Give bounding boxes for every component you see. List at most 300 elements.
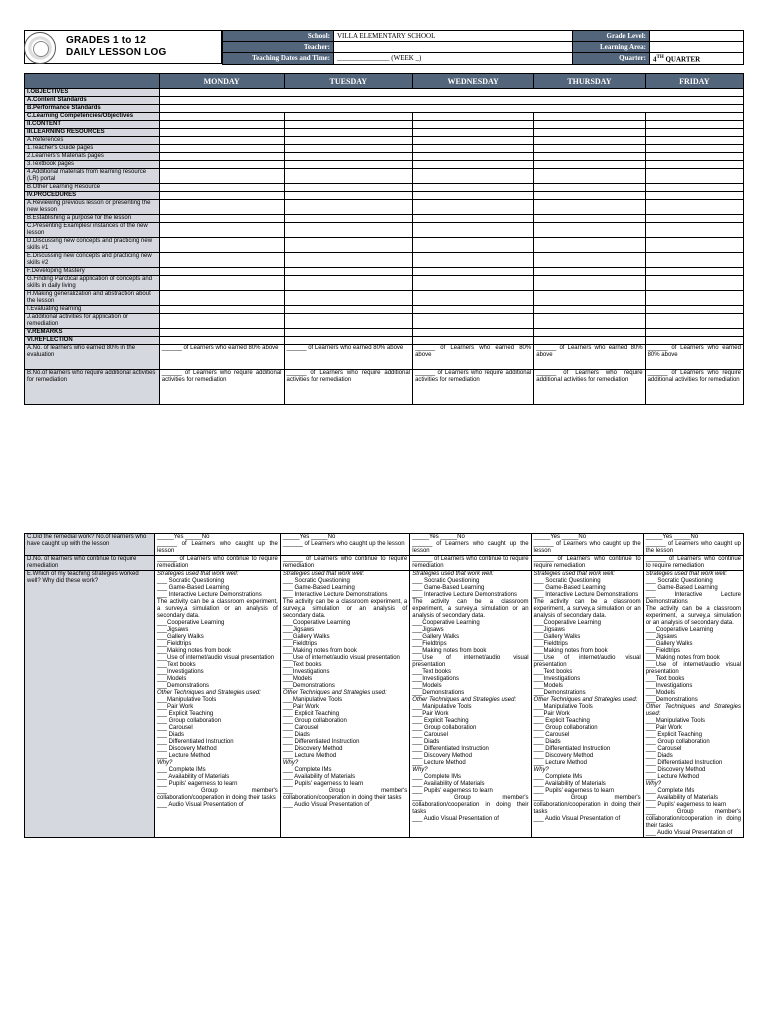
strategy-item: ___Jigsaws: [645, 634, 678, 640]
reflection-cell[interactable]: [643, 556, 743, 571]
table-row: [25, 184, 744, 192]
row-cell[interactable]: [284, 184, 413, 192]
row-cell[interactable]: [413, 314, 534, 329]
why-heading: Why?: [156, 760, 173, 766]
row-cell[interactable]: [534, 238, 645, 253]
row-cell[interactable]: [413, 153, 534, 161]
row-cell[interactable]: [413, 268, 534, 276]
strategy-item: ___Gallery Walks: [156, 634, 204, 640]
strategy-item: ___ Explicit Teaching: [412, 718, 469, 724]
strategy-item: ___Fieldtrips: [412, 641, 447, 647]
row-cell[interactable]: [284, 291, 413, 306]
row-label: VI.REFLECTION: [25, 337, 160, 345]
strategy-item: ___Gallery Walks: [412, 634, 460, 640]
other-strategies-heading: Other Techniques and Strategies used:: [412, 697, 517, 703]
strategy-item: ___Models: [645, 690, 676, 696]
row-cell[interactable]: [645, 169, 743, 184]
row-cell[interactable]: [159, 89, 743, 97]
row-cell[interactable]: [413, 145, 534, 153]
strategy-item: The activity can be a classroom experiment, a survey,a simulation or an analysis of secondary data.: [645, 606, 741, 626]
why-heading: Why?: [533, 767, 549, 773]
row-label: V.REMARKS: [25, 329, 160, 337]
strategy-item: ___Demonstrations: [533, 690, 586, 696]
row-cell[interactable]: [159, 276, 284, 291]
row-cell[interactable]: [159, 184, 284, 192]
strategy-item: ___ Discovery Method: [412, 753, 472, 759]
strategy-item: ___ Interactive Lecture Demonstrations: [156, 592, 262, 598]
row-cell[interactable]: [534, 184, 645, 192]
strategy-item: ___ Group collaboration: [533, 725, 598, 731]
row-cell[interactable]: [413, 253, 534, 268]
row-cell[interactable]: [645, 184, 743, 192]
row-cell[interactable]: [534, 329, 645, 337]
table-row: [25, 153, 744, 161]
strategy-item: ___ Discovery Method: [645, 767, 706, 773]
strategy-item: ___ Socratic Questioning: [412, 578, 480, 584]
reflection-cell[interactable]: [410, 534, 531, 556]
reflection-cell[interactable]: [280, 534, 409, 556]
row-label: IV.PROCEDURES: [25, 192, 160, 200]
strategy-item: ___Fieldtrips: [645, 648, 681, 654]
table-row: [25, 337, 744, 345]
strategy-item: ___ Lecture Method: [282, 753, 337, 759]
lesson-log-table: [24, 73, 744, 405]
strategy-item: ___Demonstrations: [156, 683, 210, 689]
row-cell[interactable]: [284, 215, 413, 223]
row-cell[interactable]: [645, 276, 743, 291]
reflection-cell[interactable]: [154, 534, 280, 556]
reason-item: ___ Complete IMs: [282, 767, 332, 773]
row-label: C.Presenting Examples/ instances of the new lesson: [25, 223, 160, 238]
strategy-item: ___Investigations: [533, 676, 581, 682]
strategy-item: ___Models: [282, 676, 313, 682]
row-cell[interactable]: [159, 329, 284, 337]
row-cell[interactable]: [534, 314, 645, 329]
row-cell[interactable]: [534, 137, 645, 145]
strategy-item: ___Text books: [282, 662, 322, 668]
row-cell[interactable]: [413, 200, 534, 215]
strategy-item: ___Manipulative Tools: [156, 697, 217, 703]
reason-item: ___ Complete IMs: [156, 767, 206, 773]
cell-line: _____Yes _____No: [533, 534, 587, 540]
strategy-item: ___ Discovery Method: [156, 746, 217, 752]
row-cell[interactable]: [534, 145, 645, 153]
row-label: A.References: [25, 137, 160, 145]
row-label: D.No. of learners who continue to require remediation: [25, 556, 155, 571]
strategy-item: ___ Lecture Method: [412, 760, 466, 766]
strategy-item: ___Text books: [412, 669, 451, 675]
row-cell[interactable]: [534, 200, 645, 215]
row-cell[interactable]: [645, 306, 743, 314]
strategy-item: ___Making notes from book: [412, 648, 487, 654]
reason-item: ___ Availability of Materials: [533, 781, 606, 787]
row-cell[interactable]: [413, 337, 534, 345]
row-cell[interactable]: [159, 105, 743, 113]
reflection-cell[interactable]: ______ of Learners who earned 80% above: [284, 345, 413, 370]
reflection-cell[interactable]: ______ of Learners who require additional activities for remediation: [159, 370, 284, 405]
row-cell[interactable]: [645, 192, 743, 200]
reflection-cell[interactable]: ______ of Learners who require additional activities for remediation: [534, 370, 645, 405]
strategy-item: ___ Game-Based Learning: [412, 585, 485, 591]
row-cell[interactable]: [413, 329, 534, 337]
reflection-cell[interactable]: [531, 534, 643, 556]
reason-item: ___ Group member's collaboration/cooperation in doing their tasks: [533, 795, 641, 815]
row-cell[interactable]: [413, 192, 534, 200]
reason-item: ___ Audio Visual Presentation of: [156, 802, 244, 808]
cell-line: ______ of Learners who caught up the lesson: [412, 541, 529, 554]
reflection-cell[interactable]: [531, 556, 643, 571]
row-cell[interactable]: [159, 337, 284, 345]
row-cell[interactable]: [284, 113, 413, 121]
strategy-item: ___Investigations: [645, 683, 693, 689]
table-row: [25, 89, 744, 97]
strategy-item: ___Pair Work: [533, 711, 570, 717]
cell-line: ______ of Learners who continue to require remediation: [412, 556, 529, 569]
row-cell[interactable]: [645, 268, 743, 276]
row-cell[interactable]: [159, 169, 284, 184]
strategies-heading: Strategies used that work well:: [533, 571, 615, 577]
row-cell[interactable]: [413, 161, 534, 169]
corner-cell: [25, 74, 160, 89]
row-cell[interactable]: [413, 215, 534, 223]
other-strategies-heading: Other Techniques and Strategies used:: [533, 697, 638, 703]
school-label: School:: [223, 31, 334, 42]
strategies-row: [25, 571, 744, 838]
reflection-cell[interactable]: ______ of Learners who require additional activities for remediation: [284, 370, 413, 405]
row-cell[interactable]: [645, 314, 743, 329]
row-cell[interactable]: [159, 268, 284, 276]
quarter-label: Quarter:: [573, 53, 650, 65]
strategy-item: ___Making notes from book: [156, 648, 232, 654]
table-row: [25, 192, 744, 200]
row-cell[interactable]: [159, 161, 284, 169]
form-title-line2: DAILY LESSON LOG: [66, 47, 167, 58]
reflection-cell[interactable]: [410, 556, 531, 571]
strategy-item: ___Jigsaws: [533, 627, 565, 633]
cell-line: ______ of Learners who caught up the lesson: [156, 541, 278, 554]
strategy-item: ___Cooperative Learning: [156, 620, 225, 626]
remedial-row: [25, 534, 744, 556]
teacher-value: [334, 42, 573, 53]
strategy-item: ___Models: [412, 683, 442, 689]
reflection-cell[interactable]: ______ of Learners who earned 80% above: [534, 345, 645, 370]
strategies-cell[interactable]: [280, 571, 409, 838]
row-cell[interactable]: [413, 223, 534, 238]
strategy-item: ___Making notes from book: [282, 648, 357, 654]
strategy-item: ___Pair Work: [645, 725, 682, 731]
day-header-thursday: THURSDAY: [534, 74, 645, 89]
strategy-item: ___Investigations: [412, 676, 459, 682]
row-label: A.Content Standards: [25, 97, 160, 105]
table-row: [25, 329, 744, 337]
row-cell[interactable]: [284, 137, 413, 145]
table-row: [25, 291, 744, 306]
row-cell[interactable]: [284, 253, 413, 268]
strategy-item: ___ Group collaboration: [156, 718, 222, 724]
strategy-item: ___Demonstrations: [645, 697, 698, 703]
reason-item: ___ Availability of Materials: [645, 795, 718, 801]
strategy-item: ___Cooperative Learning: [282, 620, 351, 626]
row-label: F.Developing Mastery: [25, 268, 160, 276]
reason-item: ___ Pupils' eagerness to learn: [412, 788, 493, 794]
row-cell[interactable]: [284, 238, 413, 253]
row-cell[interactable]: [645, 153, 743, 161]
row-cell[interactable]: [534, 268, 645, 276]
row-cell[interactable]: [159, 145, 284, 153]
strategies-heading: Strategies used that work well:: [156, 571, 239, 577]
strategy-item: ___ Diads: [533, 739, 561, 745]
row-cell[interactable]: [284, 223, 413, 238]
row-cell[interactable]: [534, 291, 645, 306]
cell-line: ______ of Learners who caught up the lesson: [282, 541, 405, 547]
reason-item: ___ Complete IMs: [533, 774, 583, 780]
row-cell[interactable]: [284, 161, 413, 169]
row-cell[interactable]: [284, 192, 413, 200]
row-cell[interactable]: [645, 223, 743, 238]
row-cell[interactable]: [645, 253, 743, 268]
strategy-item: ___Pair Work: [156, 704, 194, 710]
strategy-item: ___ Carousel: [156, 725, 193, 731]
reason-item: ___ Complete IMs: [645, 788, 695, 794]
strategy-item: The activity can be a classroom experiment, a survey,a simulation or an analysis of secondary data.: [282, 599, 408, 619]
reason-item: ___ Availability of Materials: [412, 781, 485, 787]
strategy-item: ___ Carousel: [282, 725, 319, 731]
strategy-item: ___Gallery Walks: [282, 634, 330, 640]
strategy-item: ___Text books: [533, 669, 573, 675]
row-cell[interactable]: [284, 306, 413, 314]
row-cell[interactable]: [413, 276, 534, 291]
cell-line: _____Yes _____No: [156, 534, 210, 540]
strategy-item: ___ Interactive Lecture Demonstrations: [412, 592, 518, 598]
strategy-item: ___ Carousel: [645, 746, 682, 752]
strategy-item: ___ Carousel: [533, 732, 570, 738]
reflection-cell[interactable]: [154, 556, 280, 571]
strategy-item: ___Manipulative Tools: [412, 704, 472, 710]
reflection-cell[interactable]: ______ of Learners who earned 80% above: [159, 345, 284, 370]
row-cell[interactable]: [534, 169, 645, 184]
row-cell[interactable]: [284, 121, 413, 129]
row-cell[interactable]: [413, 291, 534, 306]
row-cell[interactable]: [645, 113, 743, 121]
row-cell[interactable]: [284, 276, 413, 291]
dates-label: Teaching Dates and Time:: [223, 53, 334, 65]
table-row: [25, 169, 744, 184]
cell-line: ______ of Learners who continue to require remediation: [156, 556, 278, 569]
form-title-line1: GRADES 1 to 12: [66, 35, 147, 46]
cell-line: ______ of Learners who caught up the lesson: [533, 541, 641, 554]
row-cell[interactable]: [284, 329, 413, 337]
reason-item: ___ Group member's collaboration/cooperation in doing their tasks: [645, 809, 741, 829]
strategy-item: ___Cooperative Learning: [533, 620, 601, 626]
cell-line: ______ of Learners who caught up the lesson: [645, 541, 741, 554]
strategy-item: ___ Differentiated Instruction: [282, 739, 360, 745]
row-cell[interactable]: [645, 329, 743, 337]
row-cell[interactable]: [159, 153, 284, 161]
reason-item: ___ Audio Visual Presentation of: [282, 802, 370, 808]
row-cell[interactable]: [645, 161, 743, 169]
row-cell[interactable]: [159, 238, 284, 253]
strategy-item: The activity can be a classroom experiment, a survey,a simulation or an analysis of secondary data.: [412, 599, 529, 619]
grade-label: Grade Level:: [573, 31, 650, 42]
row-cell[interactable]: [284, 129, 413, 137]
strategy-item: ___Manipulative Tools: [645, 718, 705, 724]
why-heading: Why?: [645, 781, 662, 787]
row-cell[interactable]: [284, 169, 413, 184]
row-cell[interactable]: [413, 306, 534, 314]
row-cell[interactable]: [413, 113, 534, 121]
strategies-heading: Strategies used that work well:: [645, 571, 728, 577]
row-cell[interactable]: [284, 337, 413, 345]
day-header-wednesday: WEDNESDAY: [413, 74, 534, 89]
table-row: [25, 223, 744, 238]
strategy-item: ___Text books: [156, 662, 196, 668]
row-cell[interactable]: [534, 192, 645, 200]
row-cell[interactable]: [159, 113, 284, 121]
reflection-cell[interactable]: ______ of Learners who earned 80% above: [413, 345, 534, 370]
cell-line: _____Yes _____No: [645, 534, 699, 540]
day-header-monday: MONDAY: [159, 74, 284, 89]
row-cell[interactable]: [159, 223, 284, 238]
row-cell[interactable]: [534, 276, 645, 291]
reflection-cell[interactable]: ______ of Learners who require additional activities for remediation: [645, 370, 743, 405]
strategy-item: ___ Game-Based Learning: [156, 585, 230, 591]
row-label: A.Reviewing previous lesson or presenting the new lesson: [25, 200, 160, 215]
row-label: C.Learning Competencies/Objectives: [25, 113, 160, 121]
day-header-row: [25, 74, 744, 89]
strategy-item: ___Jigsaws: [412, 627, 444, 633]
day-header-tuesday: TUESDAY: [284, 74, 413, 89]
row-cell[interactable]: [159, 291, 284, 306]
table-row: [25, 113, 744, 121]
reflection-cell[interactable]: ______ of Learners who require additional activities for remediation: [413, 370, 534, 405]
row-cell[interactable]: [284, 314, 413, 329]
row-cell[interactable]: [645, 200, 743, 215]
strategy-item: ___Pair Work: [282, 704, 320, 710]
dates-value: _______________ (WEEK _): [334, 53, 573, 65]
row-cell[interactable]: [284, 268, 413, 276]
strategy-item: ___Models: [533, 683, 563, 689]
reason-item: ___ Pupils' eagerness to learn: [156, 781, 238, 787]
row-cell[interactable]: [159, 253, 284, 268]
strategy-item: ___Use of internet/audio visual presentation: [282, 655, 400, 661]
table-row: [25, 105, 744, 113]
reason-item: ___ Pupils' eagerness to learn: [645, 802, 727, 808]
row-cell[interactable]: [534, 215, 645, 223]
row-cell[interactable]: [413, 137, 534, 145]
strategy-item: ___Jigsaws: [282, 627, 315, 633]
strategy-item: ___ Group collaboration: [645, 739, 710, 745]
strategy-item: ___Fieldtrips: [533, 641, 568, 647]
table-row: [25, 97, 744, 105]
row-cell[interactable]: [413, 169, 534, 184]
reason-item: ___ Pupils' eagerness to learn: [282, 781, 364, 787]
reason-item: ___ Availability of Materials: [156, 774, 230, 780]
row-cell[interactable]: [413, 121, 534, 129]
row-label: II.CONTENT: [25, 121, 160, 129]
row-cell[interactable]: [159, 306, 284, 314]
reflection-b-row: [25, 370, 744, 405]
strategy-item: ___ Game-Based Learning: [282, 585, 355, 591]
row-cell[interactable]: [645, 291, 743, 306]
strategy-item: ___ Differentiated Instruction: [645, 760, 723, 766]
strategies-cell[interactable]: [531, 571, 643, 838]
strategy-item: ___Cooperative Learning: [645, 627, 714, 633]
row-cell[interactable]: [159, 121, 284, 129]
row-cell[interactable]: [159, 215, 284, 223]
row-cell[interactable]: [284, 153, 413, 161]
row-cell[interactable]: [284, 145, 413, 153]
strategies-cell[interactable]: [154, 571, 280, 838]
row-cell[interactable]: [645, 238, 743, 253]
row-cell[interactable]: [534, 129, 645, 137]
strategy-item: ___Gallery Walks: [645, 641, 693, 647]
table-row: [25, 129, 744, 137]
row-cell[interactable]: [159, 129, 284, 137]
row-cell[interactable]: [413, 238, 534, 253]
reflection-cell[interactable]: [280, 556, 409, 571]
table-row: [25, 276, 744, 291]
row-cell[interactable]: [645, 137, 743, 145]
strategy-item: ___Text books: [645, 676, 685, 682]
row-cell[interactable]: [534, 223, 645, 238]
strategy-item: ___ Differentiated Instruction: [156, 739, 234, 745]
strategies-cell[interactable]: [410, 571, 531, 838]
row-cell[interactable]: [645, 129, 743, 137]
row-cell[interactable]: [534, 113, 645, 121]
strategy-item: ___Use of internet/audio visual presentation: [156, 655, 275, 661]
strategy-item: ___Jigsaws: [156, 627, 189, 633]
row-cell[interactable]: [645, 145, 743, 153]
row-cell[interactable]: [159, 314, 284, 329]
row-cell[interactable]: [534, 161, 645, 169]
reflection-cell[interactable]: ______ of Learners who earned 80% above: [645, 345, 743, 370]
row-cell[interactable]: [159, 97, 743, 105]
strategy-item: ___Investigations: [282, 669, 330, 675]
strategies-cell[interactable]: [643, 571, 743, 838]
other-strategies-heading: Other Techniques and Strategies used:: [645, 704, 741, 717]
strategy-item: ___Models: [156, 676, 187, 682]
row-cell[interactable]: [534, 306, 645, 314]
row-cell[interactable]: [645, 215, 743, 223]
strategy-item: ___ Group collaboration: [412, 725, 477, 731]
reflection-cell[interactable]: [643, 534, 743, 556]
row-cell[interactable]: [413, 184, 534, 192]
quarter-value: 4TH QUARTER: [650, 53, 744, 65]
strategy-item: ___ Explicit Teaching: [645, 732, 702, 738]
strategy-item: ___ Lecture Method: [645, 774, 700, 780]
row-cell[interactable]: [534, 121, 645, 129]
row-cell[interactable]: [413, 129, 534, 137]
strategy-item: ___ Diads: [282, 732, 310, 738]
strategy-item: ___Demonstrations: [412, 690, 465, 696]
row-cell[interactable]: [159, 192, 284, 200]
strategy-item: ___ Diads: [645, 753, 673, 759]
row-label: E.Discussing new concepts and practicing new skills #2: [25, 253, 160, 268]
row-cell[interactable]: [645, 121, 743, 129]
row-cell[interactable]: [534, 253, 645, 268]
row-cell[interactable]: [645, 337, 743, 345]
row-cell[interactable]: [284, 200, 413, 215]
reason-item: ___ Group member's collaboration/cooperation in doing their tasks: [412, 795, 529, 815]
row-cell[interactable]: [159, 200, 284, 215]
row-cell[interactable]: [534, 337, 645, 345]
row-cell[interactable]: [159, 137, 284, 145]
strategy-item: ___ Explicit Teaching: [533, 718, 590, 724]
row-cell[interactable]: [534, 153, 645, 161]
table-row: [25, 137, 744, 145]
row-label: I.OBJECTIVES: [25, 89, 160, 97]
table-row: [25, 200, 744, 215]
